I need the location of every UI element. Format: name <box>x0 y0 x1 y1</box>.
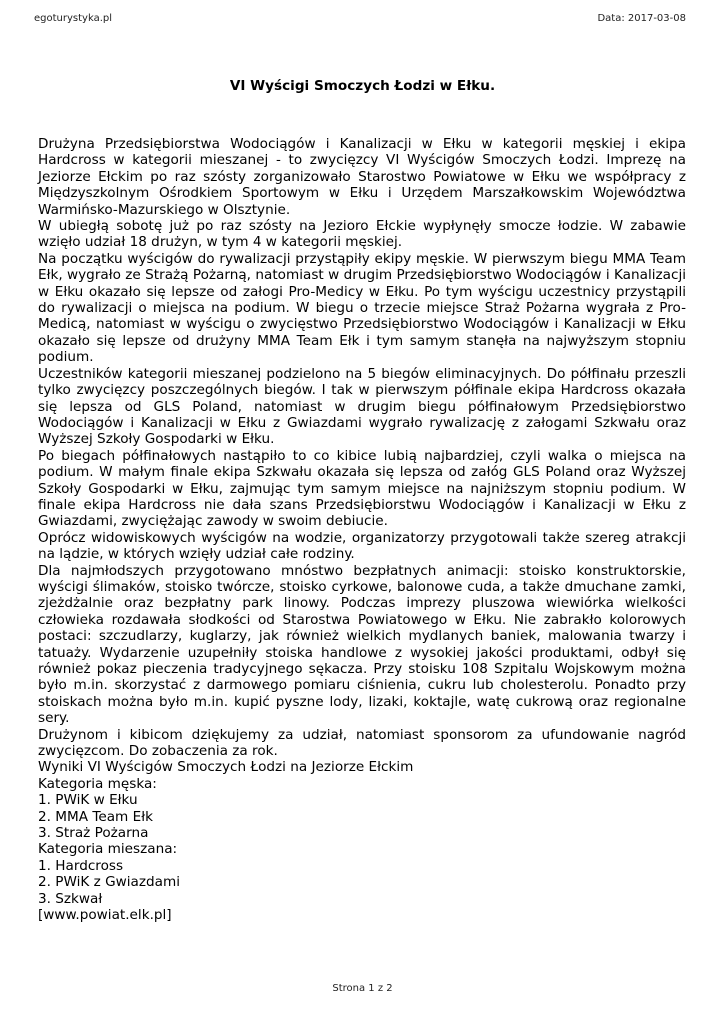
result-item: 2. PWiK z Gwiazdami <box>38 874 180 891</box>
paragraph: Na początku wyścigów do rywalizacji przystąpiły ekipy męskie. W pierwszym biegu MMA Team Ełk, wygrało ze Strażą Pożarną, natomiast w drugim Przedsiębiorstwo Wodociągów i Kanalizacji w Ełku okazało się lepsze od załogi Pro-Medicy w Ełku. Po tym wyścigu uczestnicy przystąpili do rywalizacji o miejsca na podium. W biegu o trzecie miejsce Straż Pożarna wygrała z Pro-Medicą, natomiast w wyścigu o zwycięstwo Przedsiębiorstwo Wodociągów i Kanalizacji w Ełku okazało się lepsze od drużyny MMA Team Ełk i tym samym stanęła na najwyższym stopniu podium. <box>38 250 686 366</box>
article-body <box>38 136 686 924</box>
site-name: egoturystyka.pl <box>34 13 113 24</box>
result-item: 2. MMA Team Ełk <box>38 808 153 825</box>
paragraph: Drużynom i kibicom dziękujemy za udział, natomiast sponsorom za ufundowanie nagród zwycięzcom. Do zobaczenia za rok. <box>38 726 686 760</box>
paragraph: Drużyna Przedsiębiorstwa Wodociągów i Kanalizacji w Ełku w kategorii męskiej i ekipa Hardcross w kategorii mieszanej - to zwycięzcy VI Wyścigów Smoczych Łodzi. Imprezę na Jeziorze Ełckim po raz szósty zorganizowało Starostwo Powiatowe w Ełku we współpracy z Międzyszkolnym Ośrodkiem Sportowym w Ełku i Urzędem Marszałkowskim Województwa Warmińsko-Mazurskiego w Olsztynie. <box>38 136 686 218</box>
result-item: 1. PWiK w Ełku <box>38 792 138 809</box>
paragraph: Dla najmłodszych przygotowano mnóstwo bezpłatnych animacji: stoisko konstruktorskie, wyścigi ślimaków, stoisko twórcze, stoisko cyrkowe, balonowe cuda, a także dmuchane zamki, zjeżdżalnie oraz bezpłatny park linowy. Podczas imprezy pluszowa wiewiórka wielkości człowieka rozdawała słodkości od Starostwa Powiatowego w Ełku. Nie zabrakło kolorowych postaci: szczudlarzy, kuglarzy, jak również wielkich mydlanych baniek, malowania twarzy i tatuaży. Wydarzenie uzupełniły stoiska handlowe z wysokiej jakości produktami, odbył się również pokaz pieczenia tradycyjnego sękacza. Przy stoisku 108 Szpitalu Wojskowym można było m.in. skorzystać z darmowego pomiaru ciśnienia, cukru lub cholesterolu. Ponadto przy stoiskach można było m.in. kupić pyszne lody, lizaki, koktajle, watę cukrową oraz regionalne sery. <box>38 562 686 727</box>
result-item: 3. Szkwał <box>38 890 103 907</box>
paragraph: W ubiegłą sobotę już po raz szósty na Jezioro Ełckie wypłynęły smocze łodzie. W zabawie wzięło udział 18 drużyn, w tym 4 w kategorii męskiej. <box>38 218 686 251</box>
results-heading: Wyniki VI Wyścigów Smoczych Łodzi na Jeziorze Ełckim <box>38 759 414 776</box>
article-title: VI Wyścigi Smoczych Łodzi w Ełku. <box>229 78 496 94</box>
result-item: 3. Straż Pożarna <box>38 825 149 842</box>
men-category-label: Kategoria męska: <box>38 775 157 792</box>
document-date: Data: 2017-03-08 <box>597 13 686 24</box>
paragraph: Po biegach półfinałowych nastąpiło to co kibice lubią najbardziej, czyli walka o miejsca na podium. W małym finale ekipa Szkwału okazała się lepsza od załóg GLS Poland oraz Wyższej Szkoły Gospodarki w Ełku, zajmując tym samym miejsce na najniższym stopniu podium. W finale ekipa Hardcross nie dała szans Przedsiębiorstwu Wodociągów i Kanalizacji w Ełku z Gwiazdami, zwyciężając zawody w swoim debiucie. <box>38 447 686 530</box>
paragraph: Oprócz widowiskowych wyścigów na wodzie, organizatorzy przygotowali także szereg atrakcji na lądzie, w których wzięły udział całe rodziny. <box>38 529 686 563</box>
paragraph: Uczestników kategorii mieszanej podzielono na 5 biegów eliminacyjnych. Do półfinału przeszli tylko zwycięzcy poszczególnych biegów. I tak w pierwszym półfinale ekipa Hardcross okazała się lepsza od GLS Poland, natomiast w drugim biegu półfinałowym Przedsiębiorstwo Wodociągów i Kanalizacji w Ełku z Gwiazdami wygrało rywalizację z załogami Szkwału oraz Wyższej Szkoły Gospodarki w Ełku. <box>38 365 686 448</box>
source-link: [www.powiat.elk.pl] <box>38 907 172 924</box>
page-number: Strona 1 z 2 <box>332 983 393 994</box>
result-item: 1. Hardcross <box>38 857 124 874</box>
mixed-category-label: Kategoria mieszana: <box>38 841 178 858</box>
